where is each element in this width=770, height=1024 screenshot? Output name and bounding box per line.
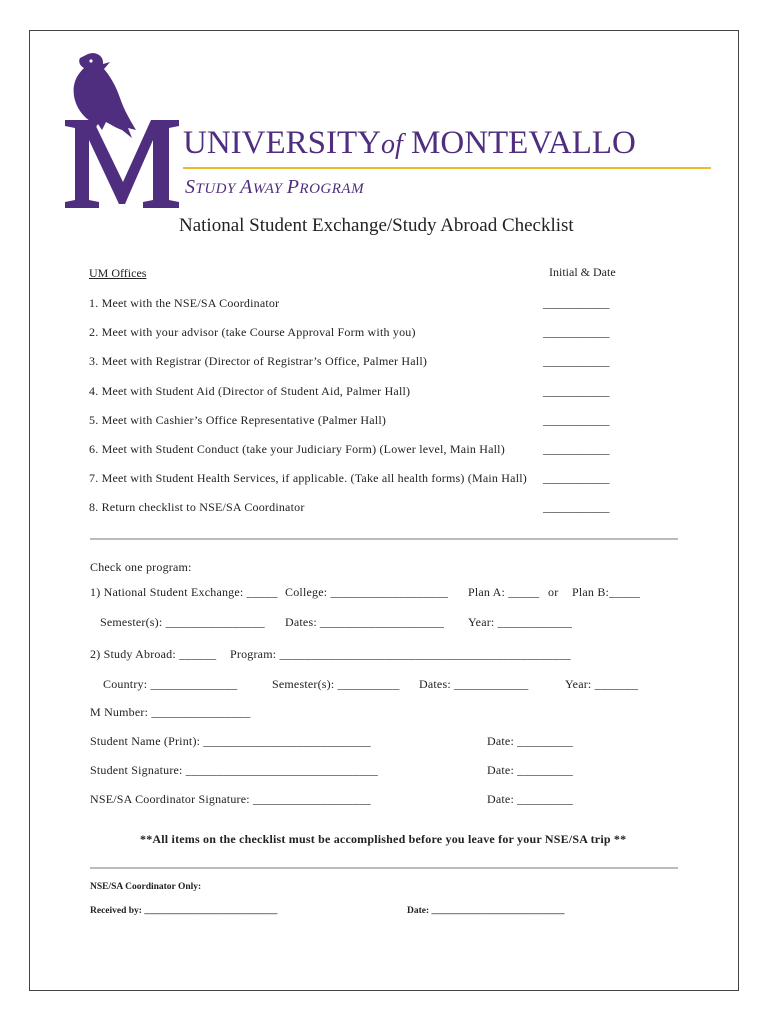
checklist-step: 3. Meet with Registrar (Director of Registrar’s Office, Palmer Hall) <box>89 354 428 368</box>
coordinator-signature-field[interactable]: NSE/SA Coordinator Signature: ___________________ <box>90 792 371 806</box>
nse-year-field[interactable]: Year: ____________ <box>468 615 573 629</box>
nse-field[interactable]: 1) National Student Exchange: _____ <box>90 585 278 599</box>
checklist-step: 1. Meet with the NSE/SA Coordinator <box>89 296 280 310</box>
initial-date-blank[interactable]: ____________ <box>543 384 609 398</box>
study-abroad-field[interactable]: 2) Study Abroad: ______ <box>90 647 217 661</box>
sa-country-field[interactable]: Country: ______________ <box>103 677 238 691</box>
plan-a-field[interactable]: Plan A: _____ <box>468 585 540 599</box>
program-name-rogram: ROGRAM <box>299 181 365 197</box>
university-name-of: of <box>380 129 403 160</box>
offices-header: UM Offices <box>89 266 147 280</box>
gold-rule <box>183 167 711 169</box>
checklist-step: 8. Return checklist to NSE/SA Coordinator <box>89 500 305 514</box>
checklist-step: 2. Meet with your advisor (take Course Approval Form with you) <box>89 325 416 339</box>
university-name <box>183 125 636 162</box>
nse-semester-field[interactable]: Semester(s): ________________ <box>100 615 265 629</box>
initial-date-blank[interactable]: ____________ <box>543 354 609 368</box>
sa-program-field[interactable]: Program: _______________________________________________ <box>230 647 571 661</box>
program-name-way: WAY <box>252 181 287 197</box>
document-title: National Student Exchange/Study Abroad Checklist <box>179 215 574 236</box>
m-number-field[interactable]: M Number: ________________ <box>90 705 251 719</box>
checklist-step: 5. Meet with Cashier’s Office Representative (Palmer Hall) <box>89 413 387 427</box>
plan-b-field[interactable]: Plan B:_____ <box>572 585 641 599</box>
coordinator-signature-date-field[interactable]: Date: _________ <box>487 792 573 806</box>
coordinator-only-heading: NSE/SA Coordinator Only: <box>90 882 202 892</box>
or-label: or <box>548 585 559 599</box>
checklist-step: 6. Meet with Student Conduct (take your Judiciary Form) (Lower level, Main Hall) <box>89 442 505 456</box>
sa-semester-field[interactable]: Semester(s): __________ <box>272 677 400 691</box>
checklist-note: **All items on the checklist must be accomplished before you leave for your NSE/SA trip ** <box>140 832 627 846</box>
student-signature-date-field[interactable]: Date: _________ <box>487 763 573 777</box>
program-name-tudy: TUDY <box>195 181 241 197</box>
sa-year-field[interactable]: Year: _______ <box>565 677 639 691</box>
initial-date-blank[interactable]: ____________ <box>543 471 609 485</box>
student-name-date-field[interactable]: Date: _________ <box>487 734 573 748</box>
initial-date-header: Initial & Date <box>549 265 616 279</box>
checklist-step: 7. Meet with Student Health Services, if applicable. (Take all health forms) (Main Hall) <box>89 471 527 485</box>
initial-date-blank[interactable]: ____________ <box>543 296 609 310</box>
divider-top <box>90 538 678 540</box>
program-name-p: P <box>286 176 300 198</box>
sa-dates-field[interactable]: Dates: ____________ <box>419 677 529 691</box>
student-signature-field[interactable]: Student Signature: _______________________________ <box>90 763 378 777</box>
program-name-s: S <box>185 176 196 198</box>
university-name-part2: MONTEVALLO <box>411 125 636 161</box>
initial-date-blank[interactable]: ____________ <box>543 500 609 514</box>
university-name-part1: UNIVERSITY <box>183 125 381 161</box>
program-name-a: A <box>240 176 253 198</box>
initial-date-blank[interactable]: ____________ <box>543 413 609 427</box>
coordinator-date-field[interactable]: Date: ____________________________ <box>407 906 565 916</box>
initial-date-blank[interactable]: ____________ <box>543 325 609 339</box>
student-name-field[interactable]: Student Name (Print): ___________________________ <box>90 734 371 748</box>
program-name <box>185 176 364 199</box>
check-one-label: Check one program: <box>90 560 192 574</box>
initial-date-blank[interactable]: ____________ <box>543 442 609 456</box>
received-by-field[interactable]: Received by: ____________________________ <box>90 906 278 916</box>
divider-bottom <box>90 867 678 869</box>
checklist-step: 4. Meet with Student Aid (Director of Student Aid, Palmer Hall) <box>89 384 411 398</box>
university-m-logo-icon <box>63 116 181 212</box>
college-field[interactable]: College: ___________________ <box>285 585 449 599</box>
nse-dates-field[interactable]: Dates: ____________________ <box>285 615 445 629</box>
